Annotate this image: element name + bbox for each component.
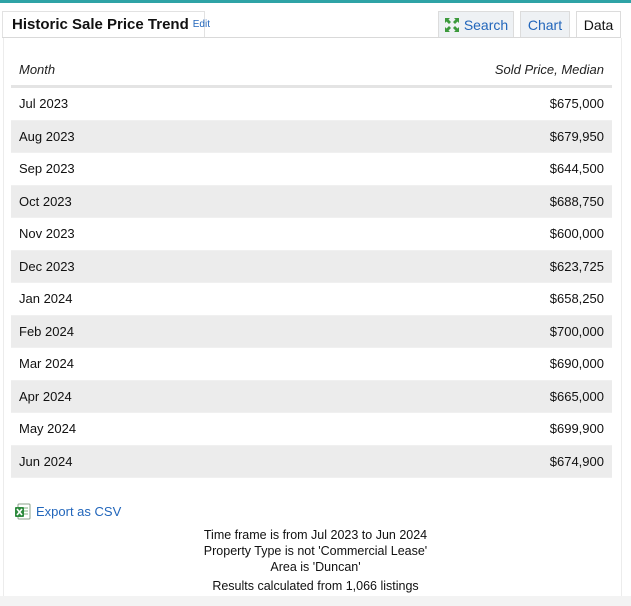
cell-price: $600,000 bbox=[549, 226, 604, 242]
table-row bbox=[11, 88, 612, 121]
table-header bbox=[11, 54, 612, 88]
table-row bbox=[11, 121, 612, 154]
timeframe-text: Time frame is from Jul 2023 to Jun 2024 bbox=[203, 528, 428, 542]
table-row bbox=[11, 251, 612, 284]
tab-chart[interactable] bbox=[520, 11, 570, 37]
table-row bbox=[11, 186, 612, 219]
cell-month: Nov 2023 bbox=[19, 226, 75, 242]
export-csv-label: Export as CSV bbox=[36, 504, 122, 519]
table-row bbox=[11, 446, 612, 479]
excel-file-icon bbox=[14, 503, 31, 520]
cell-price: $658,250 bbox=[549, 291, 604, 307]
cell-month: Mar 2024 bbox=[19, 356, 74, 372]
cell-price: $679,950 bbox=[549, 128, 604, 144]
cell-month: Dec 2023 bbox=[19, 258, 75, 274]
cell-price: $665,000 bbox=[549, 388, 604, 404]
tab-search-label: Search bbox=[463, 16, 509, 33]
table-row bbox=[11, 413, 612, 446]
table-row bbox=[11, 316, 612, 349]
table-body bbox=[11, 88, 612, 478]
cell-price: $623,725 bbox=[549, 258, 604, 274]
price-table bbox=[11, 54, 612, 478]
tab-chart-label: Chart bbox=[527, 16, 563, 33]
cell-month: Sep 2023 bbox=[19, 161, 75, 177]
cell-month: Jan 2024 bbox=[19, 291, 73, 307]
cell-month: Apr 2024 bbox=[19, 388, 72, 404]
results-count-text: Results calculated from 1,066 listings bbox=[212, 579, 419, 593]
tab-data-label: Data bbox=[583, 16, 614, 33]
widget-title: Historic Sale Price Trend bbox=[12, 16, 189, 33]
bottom-band bbox=[0, 596, 631, 606]
cell-price: $690,000 bbox=[549, 356, 604, 372]
table-row bbox=[11, 348, 612, 381]
cell-price: $674,900 bbox=[549, 453, 604, 469]
table-row bbox=[11, 153, 612, 186]
cell-price: $688,750 bbox=[549, 193, 604, 209]
column-header-month: Month bbox=[19, 62, 56, 77]
query-summary bbox=[0, 527, 631, 594]
cell-price: $699,900 bbox=[549, 421, 604, 437]
table-row bbox=[11, 218, 612, 251]
column-header-price: Sold Price, Median bbox=[494, 62, 604, 77]
cell-month: Jul 2023 bbox=[19, 96, 69, 112]
tab-data[interactable] bbox=[576, 11, 621, 37]
tab-search[interactable] bbox=[438, 11, 514, 37]
export-csv-link[interactable] bbox=[14, 503, 121, 520]
cell-price: $675,000 bbox=[549, 96, 604, 112]
area-text: Area is 'Duncan' bbox=[270, 560, 361, 574]
cell-month: Jun 2024 bbox=[19, 453, 73, 469]
cell-price: $700,000 bbox=[549, 323, 604, 339]
title-tab bbox=[2, 11, 210, 37]
cell-month: Feb 2024 bbox=[19, 323, 74, 339]
table-row bbox=[11, 283, 612, 316]
edit-link[interactable]: Edit bbox=[192, 19, 210, 30]
cell-month: Aug 2023 bbox=[19, 128, 75, 144]
widget-header bbox=[2, 5, 621, 38]
cell-price: $644,500 bbox=[549, 161, 604, 177]
cell-month: Oct 2023 bbox=[19, 193, 72, 209]
top-accent-bar bbox=[0, 0, 631, 3]
cell-month: May 2024 bbox=[19, 421, 77, 437]
property-type-text: Property Type is not 'Commercial Lease' bbox=[203, 544, 428, 558]
table-row bbox=[11, 381, 612, 414]
expand-arrows-icon bbox=[444, 17, 460, 33]
